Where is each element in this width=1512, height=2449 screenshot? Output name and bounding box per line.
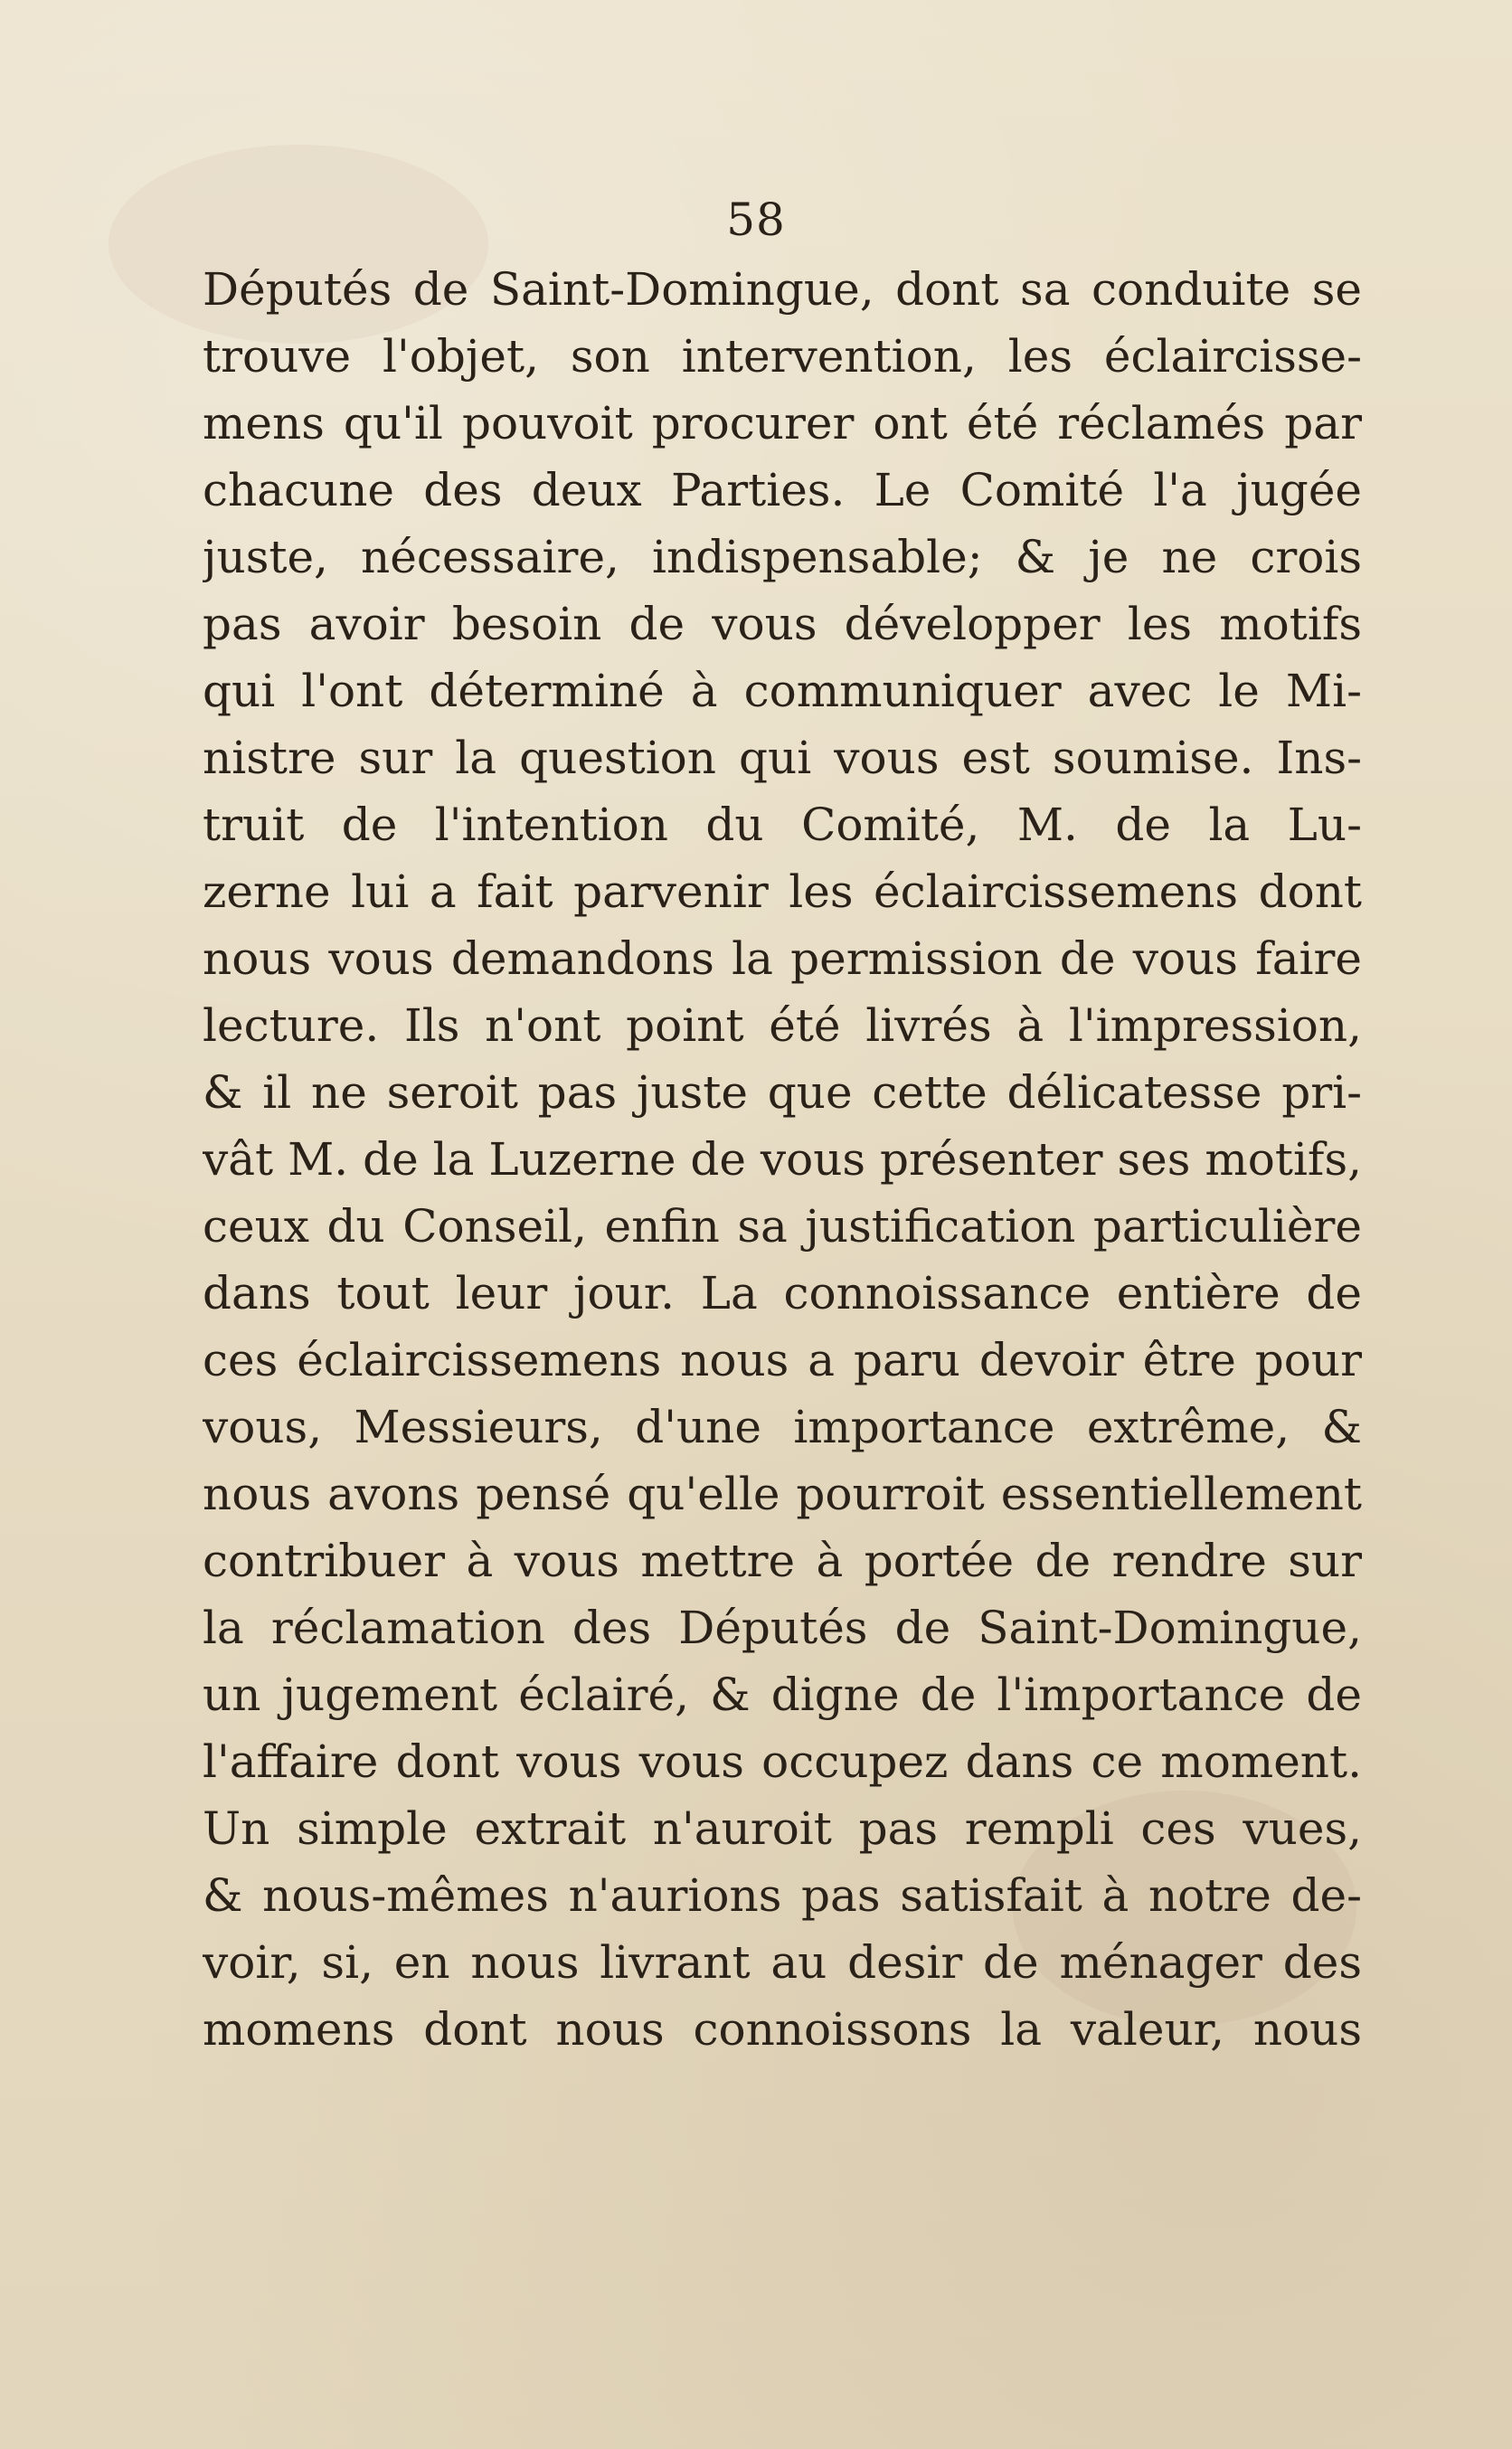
text-line: Un simple extrait n'auroit pas rempli ces vues, (203, 1802, 1362, 1855)
body-text (203, 256, 1362, 2063)
text-line: chacune des deux Parties. Le Comité l'a jugée (203, 464, 1362, 516)
text-line: dans tout leur jour. La connoissance entière de (203, 1267, 1362, 1319)
text-line: juste, nécessaire, indispensable; & je ne crois (203, 531, 1362, 583)
text-line: vous, Messieurs, d'une importance extrême, & (203, 1401, 1362, 1453)
text-line: un jugement éclairé, & digne de l'importance de (203, 1669, 1362, 1721)
page-number: 58 (726, 194, 786, 246)
text-line: nous vous demandons la permission de vous faire (203, 932, 1362, 985)
text-line: trouve l'objet, son intervention, les éclaircisse- (203, 330, 1362, 383)
text-line: ces éclaircissemens nous a paru devoir être pour (203, 1334, 1362, 1386)
text-line: Députés de Saint-Domingue, dont sa conduite se (203, 263, 1362, 316)
text-line: truit de l'intention du Comité, M. de la Lu- (203, 799, 1362, 851)
text-line: nistre sur la question qui vous est soumise. Ins- (203, 732, 1362, 784)
text-line: nous avons pensé qu'elle pourroit essentiellement (203, 1468, 1362, 1520)
text-line: & nous-mêmes n'aurions pas satisfait à notre de- (203, 1869, 1362, 1922)
text-line: l'affaire dont vous vous occupez dans ce moment. (203, 1735, 1362, 1788)
text-line: la réclamation des Députés de Saint-Domingue, (203, 1602, 1362, 1654)
text-line: vât M. de la Luzerne de vous présenter ses motifs, (203, 1133, 1362, 1186)
text-line: lecture. Ils n'ont point été livrés à l'impression, (203, 999, 1362, 1052)
text-line: voir, si, en nous livrant au desir de ménager des (203, 1936, 1362, 1989)
text-line: qui l'ont déterminé à communiquer avec le Mi- (203, 665, 1362, 717)
text-line: contribuer à vous mettre à portée de rendre sur (203, 1535, 1362, 1587)
text-line: ceux du Conseil, enfin sa justification particulière (203, 1200, 1362, 1253)
text-line: & il ne seroit pas juste que cette délicatesse pri- (203, 1066, 1362, 1119)
text-line: momens dont nous connoissons la valeur, nous (203, 2003, 1362, 2056)
text-line: mens qu'il pouvoit procurer ont été réclamés par (203, 397, 1362, 449)
text-line: zerne lui a fait parvenir les éclaircissemens dont (203, 865, 1362, 918)
text-line: pas avoir besoin de vous développer les motifs (203, 598, 1362, 650)
